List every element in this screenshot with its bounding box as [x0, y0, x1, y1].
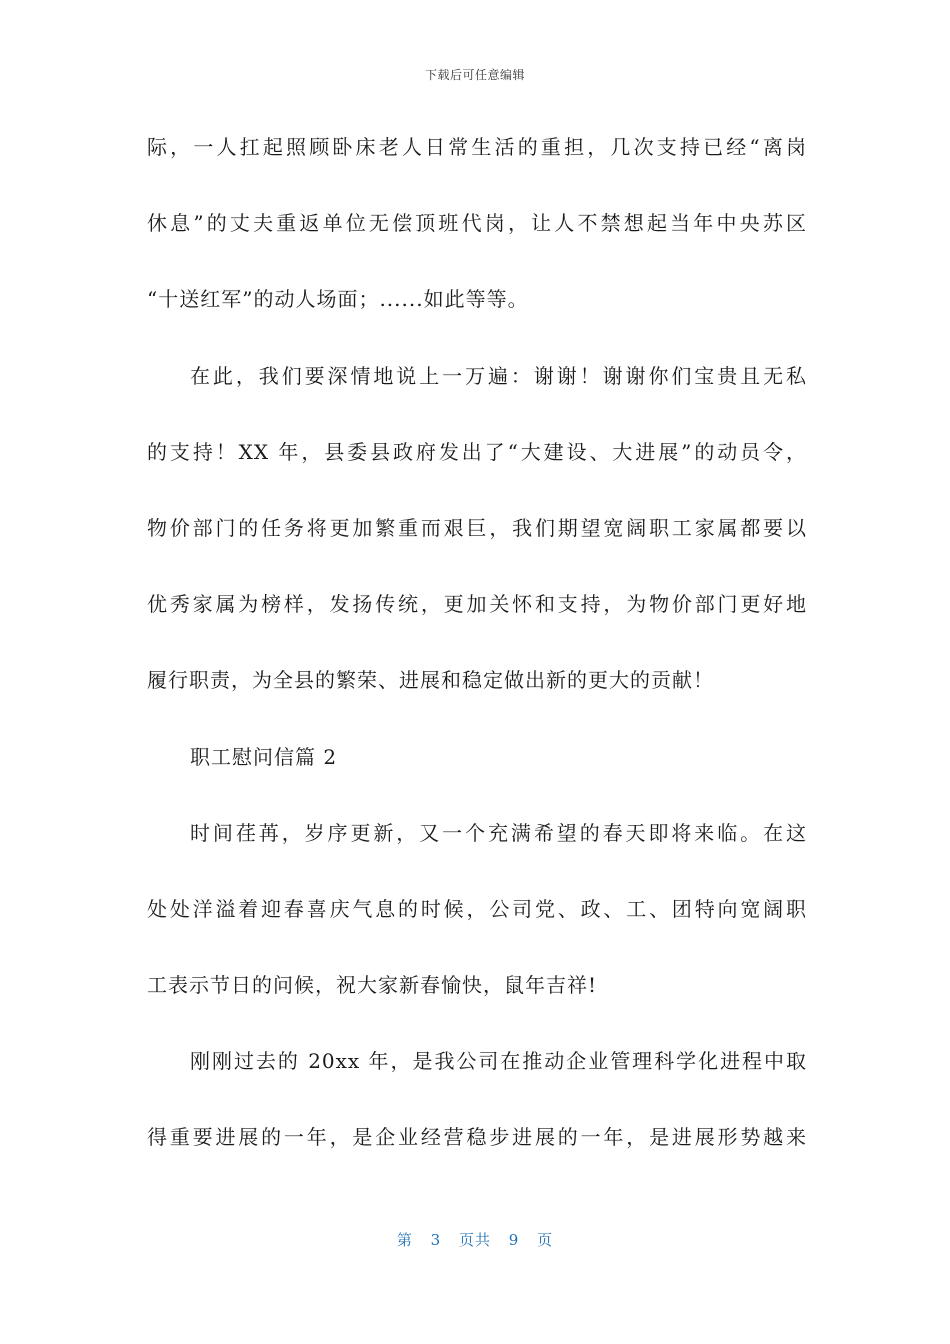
- body-line: 物价部门的任务将更加繁重而艰巨，我们期望宽阔职工家属都要以: [147, 515, 807, 540]
- section-heading: 职工慰问信篇 2: [190, 744, 338, 769]
- body-line: 际，一人扛起照顾卧床老人日常生活的重担，几次支持已经“离岗: [147, 135, 807, 159]
- paragraph-start-line: 刚刚过去的 20xx 年，是我公司在推动企业管理科学化进程中取: [190, 1049, 807, 1074]
- body-line: 优秀家属为榜样，发扬传统，更加关怀和支持，为物价部门更好地: [147, 592, 807, 617]
- body-line: “十送红军”的动人场面；......如此等等。: [147, 287, 529, 312]
- document-body: [147, 127, 807, 1194]
- paragraph-start-line: 时间荏苒，岁序更新，又一个充满希望的春天即将来临。在这: [190, 820, 807, 845]
- body-line: 休息”的丈夫重返单位无偿顶班代岗，让人不禁想起当年中央苏区: [147, 211, 807, 236]
- body-line: 处处洋溢着迎春喜庆气息的时候，公司党、政、工、团特向宽阔职: [147, 896, 807, 921]
- page-header: 下载后可任意编辑: [424, 68, 525, 82]
- body-line: 工表示节日的问候，祝大家新春愉快，鼠年吉祥!: [147, 973, 598, 998]
- paragraph-start-line: 在此，我们要深情地说上一万遍：谢谢！谢谢你们宝贵且无私: [190, 363, 807, 388]
- page-number-footer: 第 3 页共 9 页: [396, 1231, 554, 1249]
- body-line: 的支持！XX 年，县委县政府发出了“大建设、大进展”的动员令，: [147, 439, 807, 464]
- body-line: 履行职责，为全县的繁荣、进展和稳定做出新的更大的贡献！: [147, 668, 714, 693]
- body-line: 得重要进展的一年，是企业经营稳步进展的一年，是进展形势越来: [147, 1125, 807, 1150]
